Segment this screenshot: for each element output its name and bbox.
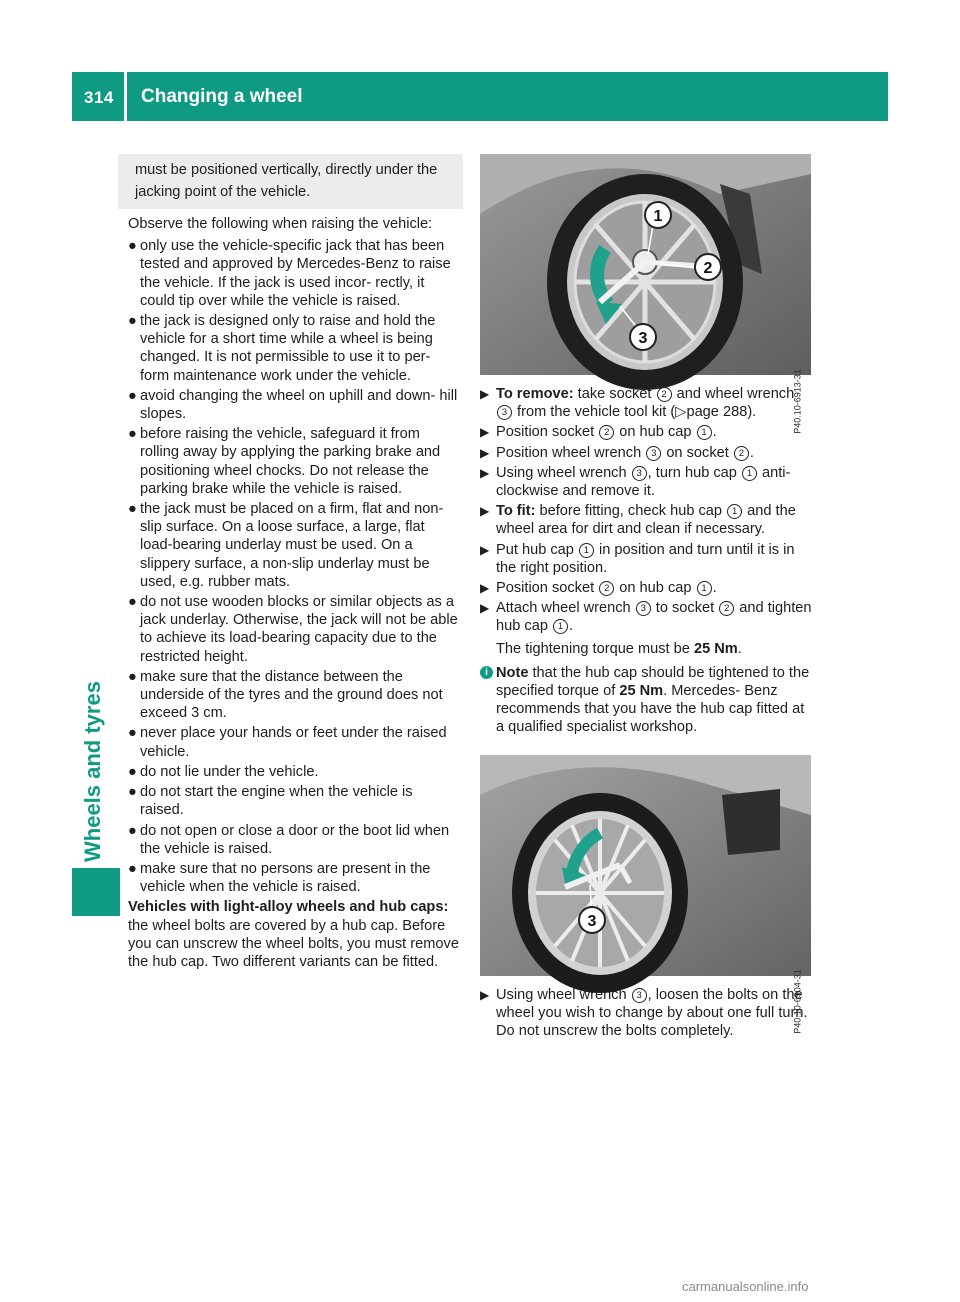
step-item: ▶ Put hub cap 1 in position and turn until it is in the right position.: [480, 541, 795, 576]
step-item: ▶ Position socket 2 on hub cap 1 .: [480, 424, 717, 441]
step-item: ▶ Using wheel wrench 3 , turn hub cap 1 anti- clockwise and remove it.: [480, 464, 791, 500]
step-list: [480, 385, 812, 658]
wheel-illustration-1: [480, 154, 811, 375]
bullet-icon: ●: [128, 313, 137, 330]
marker-2-icon: 2: [599, 581, 614, 596]
callout-label: 2: [703, 260, 713, 277]
watermark: carmanualsonline.info: [682, 1279, 809, 1294]
left-column: [128, 154, 460, 971]
bullet-list: [128, 237, 460, 896]
step-item: ▶ Attach wheel wrench 3 to socket 2 and tighten hub cap 1 . The tightening torque must be 25 Nm.: [480, 600, 812, 657]
bullet-icon: ●: [128, 668, 137, 685]
bullet-icon: ●: [128, 860, 137, 877]
marker-1-icon: 1: [742, 466, 757, 481]
marker-2-icon: 2: [657, 387, 672, 402]
page-number: 314: [84, 88, 114, 107]
list-item: ● make sure that the distance between the underside of the tyres and the ground does not exceed 3 cm.: [128, 668, 443, 722]
step-item: ▶ To fit: before fitting, check hub cap 1 and the wheel area for dirt and clean if necessary.: [480, 503, 796, 538]
page-ref-icon: ▷: [675, 404, 687, 421]
list-item: ● do not use wooden blocks or similar objects as a jack underlay. Otherwise, the jack will not be able to achieve its load-bearing capacity due to the restricted height.: [128, 594, 458, 665]
list-item: ● make sure that no persons are present in the vehicle when the vehicle is raised.: [128, 860, 431, 896]
arrow-icon: ▶: [480, 387, 490, 401]
bullet-icon: ●: [128, 594, 137, 611]
figure-code: P40.10-6913-31: [792, 369, 803, 434]
step-item: ▶ To remove: take socket 2 and wheel wrench 3 from the vehicle tool kit (▷page 288).: [480, 386, 795, 421]
marker-1-icon: 1: [553, 619, 568, 634]
page-title: Changing a wheel: [141, 86, 303, 107]
info-icon: i: [480, 666, 493, 679]
arrow-icon: ▶: [480, 987, 490, 1002]
marker-1-icon: 1: [579, 543, 594, 558]
bullet-icon: ●: [128, 725, 137, 742]
list-item: ● only use the vehicle-specific jack that has been tested and approved by Mercedes-Benz to raise the vehicle. If the jack is used incor- rectly, it could tip over while the vehicle is raised.: [128, 238, 451, 309]
bullet-icon: ●: [128, 822, 137, 839]
step-list: [480, 986, 812, 1041]
list-item: ● avoid changing the wheel on uphill and down- hill slopes.: [128, 387, 458, 423]
arrow-icon: ▶: [480, 425, 490, 440]
callout-label: 3: [587, 912, 597, 930]
hubcap-paragraph: Vehicles with light-alloy wheels and hub caps: the wheel bolts are covered by a hub cap. Before you can unscrew the wheel bolts, you must remove the hub cap. Two different variants can be fitted.: [128, 899, 459, 970]
list-item: ● the jack is designed only to raise and hold the vehicle for a short time while a wheel is being changed. It is not permissible to use it to per- form maintenance work under the vehicle.: [128, 313, 436, 384]
step-item: ▶ Using wheel wrench 3 , loosen the bolts on the wheel you wish to change by about one full turn. Do not unscrew the bolts completely.: [480, 986, 808, 1040]
side-tab-label: Wheels and tyres: [80, 681, 105, 862]
page-ref-link[interactable]: page 288).: [686, 404, 757, 421]
arrow-icon: ▶: [480, 465, 490, 480]
marker-2-icon: 2: [734, 446, 749, 461]
arrow-icon: ▶: [480, 601, 490, 616]
marker-1-icon: 1: [727, 504, 742, 519]
torque-line: The tightening torque must be 25 Nm.: [496, 640, 742, 657]
bullet-icon: ●: [128, 387, 137, 404]
arrow-icon: ▶: [480, 504, 490, 519]
warning-text: must be positioned vertically, directly under the jacking point of the vehicle.: [135, 162, 438, 200]
hubcap-heading: Vehicles with light-alloy wheels and hub caps:: [128, 899, 449, 916]
list-item: ● never place your hands or feet under the raised vehicle.: [128, 725, 447, 760]
bullet-icon: ●: [128, 763, 137, 780]
marker-1-icon: 1: [697, 581, 712, 596]
list-item: ● do not start the engine when the vehicle is raised.: [128, 784, 413, 819]
bullet-icon: ●: [128, 784, 137, 801]
note-label: Note: [496, 664, 529, 681]
list-item: ● before raising the vehicle, safeguard it from rolling away by applying the parking brake and positioning wheel chocks. Do not release the parking brake while the vehicle is raised.: [128, 426, 441, 497]
list-item: ● do not open or close a door or the boot lid when the vehicle is raised.: [128, 822, 450, 857]
right-column: [480, 154, 812, 1042]
bullet-icon: ●: [128, 238, 137, 255]
marker-3-icon: 3: [636, 601, 651, 616]
arrow-icon: ▶: [480, 542, 490, 557]
side-tab-block: [72, 868, 120, 916]
marker-3-icon: 3: [632, 466, 647, 481]
marker-3-icon: 3: [632, 988, 647, 1003]
list-item: ● the jack must be placed on a firm, flat and non-slip surface. On a loose surface, a large, flat load-bearing underlay must be used. On a slippery surface, a non-slip underlay must be used, e.g. rubber mats.: [128, 501, 444, 590]
intro-text: Observe the following when raising the vehicle:: [128, 216, 433, 232]
step-item: ▶ Position socket 2 on hub cap 1 .: [480, 580, 717, 597]
figure-code: P40.10-6904-31: [792, 969, 803, 1035]
marker-2-icon: 2: [599, 425, 614, 440]
marker-3-icon: 3: [497, 405, 512, 420]
marker-3-icon: 3: [646, 446, 661, 461]
step-item: ▶ Position wheel wrench 3 on socket 2 .: [480, 444, 754, 461]
callout-label: 3: [638, 330, 648, 347]
arrow-icon: ▶: [480, 581, 490, 596]
bullet-icon: ●: [128, 426, 137, 443]
arrow-icon: ▶: [480, 445, 490, 460]
bullet-icon: ●: [128, 501, 137, 518]
marker-2-icon: 2: [719, 601, 734, 616]
marker-1-icon: 1: [697, 425, 712, 440]
list-item: ● do not lie under the vehicle.: [128, 763, 319, 780]
warning-box: [118, 154, 463, 209]
callout-label: 1: [653, 208, 663, 225]
note-block: i Note that the hub cap should be tightened to the specified torque of 25 Nm. Mercedes- Benz recommends that you have the hub cap fitted at a qualified specialist workshop.: [480, 664, 812, 737]
wheel-illustration-2: [480, 755, 811, 976]
header-separator: [124, 72, 127, 121]
